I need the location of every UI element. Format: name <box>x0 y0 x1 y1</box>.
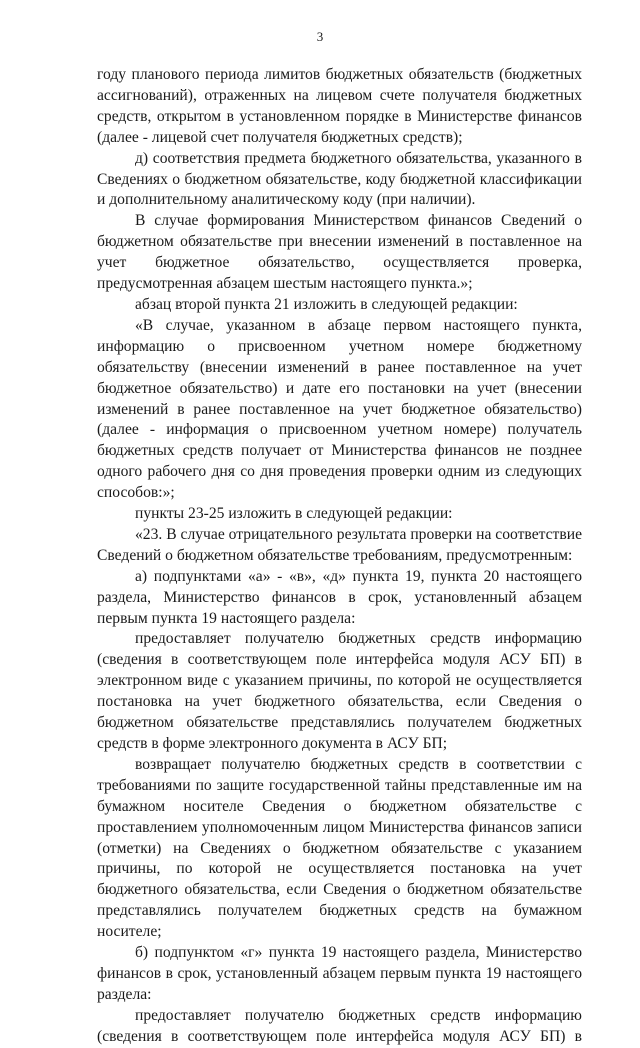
paragraph-subitem-a: а) подпунктами «а» - «в», «д» пункта 19, пункта 20 настоящего раздела, Министерство финансов в срок, установленный абзацем первым пункта 19 настоящего раздела: <box>97 567 582 627</box>
paragraph-provides-electronic <box>97 629 582 754</box>
word: предоставляет <box>135 1006 231 1024</box>
word: бюджетных <box>338 1006 416 1024</box>
word: предоставляет <box>135 630 231 648</box>
word: информацию <box>494 630 582 648</box>
paragraph-first-line <box>97 629 582 650</box>
word: бюджетных <box>338 630 416 648</box>
paragraph-subitem-d: д) соответствия предмета бюджетного обязательства, указанного в Сведениях о бюджетном обязательстве, коду бюджетной классификации и дополнительному аналитическому коду (при наличии). <box>97 149 582 209</box>
paragraph-amend-21: абзац второй пункта 21 изложить в следующей редакции: <box>135 295 518 313</box>
paragraph-changes-check: В случае формирования Министерством финансов Сведений о бюджетном обязательстве при внесении изменений в поставленное на учет бюджетное обязательство, осуществляется проверка, предусмотренная абзацем шестым настоящего пункта.»; <box>97 212 582 293</box>
word: получателю <box>244 1006 324 1024</box>
paragraph-first-line <box>97 1006 582 1027</box>
document-body <box>97 65 582 1048</box>
paragraph-amend-23-25: пункты 23-25 изложить в следующей редакции: <box>135 505 453 523</box>
paragraph-provides-info <box>97 1006 582 1048</box>
paragraph-subitem-b: б) подпунктом «г» пункта 19 настоящего раздела, Министерство финансов в срок, установленный абзацем первым пункта 19 настоящего раздела: <box>97 944 582 1003</box>
paragraph-continuation: (сведения в соответствующем поле интерфейса модуля АСУ БП) в <box>97 1027 582 1045</box>
word: получателю <box>244 630 324 648</box>
paragraph-budget-limits: году планового периода лимитов бюджетных обязательств (бюджетных ассигнований), отраженных на лицевом счете получателя бюджетных средств, открытом в установленном порядке в Министерстве финансов (далее - лицевой счет получателя бюджетных средств); <box>97 66 582 146</box>
word: средств <box>430 1006 481 1024</box>
paragraph-item-23: «23. В случае отрицательного результата проверки на соответствие Сведений о бюджетном обязательстве требованиям, предусмотренным: <box>97 525 582 564</box>
word: информацию <box>494 1006 582 1024</box>
page-number: 3 <box>316 29 324 44</box>
paragraph-continuation: (сведения в соответствующем поле интерфейса модуля АСУ БП) в электронном виде с указанием причины, по которой не осуществляется постановка на учет бюджетного обязательства, если Сведения о бюджетном обязательстве представлялись получателем бюджетных средств в форме электронного документа в АСУ БП; <box>97 651 582 752</box>
paragraph-returns-paper: возвращает получателю бюджетных средств в соответствии с требованиями по защите государственной тайны представленные им на бумажном носителе Сведения о бюджетном обязательстве с проставлением уполномоченным лицом Министерства финансов записи (отметки) на Сведениях о бюджетном обязательстве с указанием причины, по которой не осуществляется постановка на учет бюджетного обязательства, если Сведения о бюджетном обязательстве представлялись получателем бюджетных средств на бумажном носителе; <box>97 755 582 941</box>
paragraph-registration-info: «В случае, указанном в абзаце первом настоящего пункта, информацию о присвоенном учетном номере бюджетному обязательству (внесении изменений в ранее поставленное на учет бюджетное обязательство) и дате его постановки на учет (внесении изменений в ранее поставленное на учет бюджетное обязательство) (далее - информация о присвоенном учетном номере) получатель бюджетных средств получает от Министерства финансов не позднее одного рабочего дня со дня проведения проверки одним из следующих способов:»; <box>97 316 582 502</box>
word: средств <box>430 630 481 648</box>
